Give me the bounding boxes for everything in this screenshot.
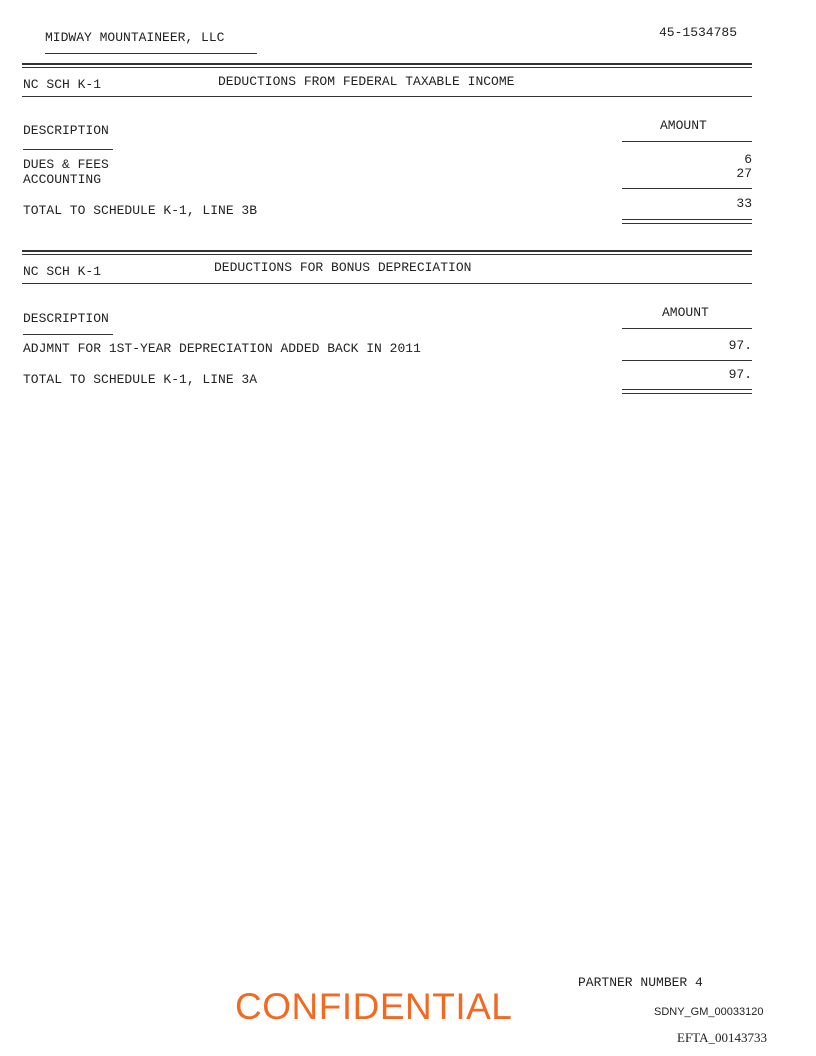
section2-desc-header: DESCRIPTION	[23, 311, 109, 326]
section1-amount-underline	[622, 141, 752, 142]
section1-total-label: TOTAL TO SCHEDULE K-1, LINE 3B	[23, 203, 258, 218]
section1-item-desc: DUES & FEES	[23, 157, 109, 172]
section2-desc-underline	[23, 334, 113, 335]
ein: 45-1534785	[659, 25, 738, 40]
efta-number: EFTA_00143733	[677, 1030, 767, 1045]
section1-amount-header: AMOUNT	[660, 118, 707, 133]
company-name: MIDWAY MOUNTAINEER, LLC	[45, 30, 225, 45]
section2-item-amount: 97.	[728, 338, 752, 353]
section1-subtotal-rule	[622, 188, 752, 189]
section2-total-amount: 97.	[728, 367, 752, 382]
section2-amount-underline	[622, 328, 752, 329]
section2-rule-top-b	[22, 254, 752, 255]
section2-amount-header: AMOUNT	[662, 305, 709, 320]
section1-rule-top-b	[22, 67, 752, 68]
company-underline	[45, 53, 257, 54]
section1-total-rule-a	[622, 219, 752, 220]
section1-item-desc: ACCOUNTING	[23, 172, 102, 187]
section1-total-rule-b	[622, 223, 752, 224]
section1-total-amount: 33	[736, 196, 752, 211]
section2-title: DEDUCTIONS FOR BONUS DEPRECIATION	[214, 260, 472, 275]
section1-desc-underline	[23, 149, 113, 150]
section2-total-rule-b	[622, 393, 752, 394]
section2-item-desc: ADJMNT FOR 1ST-YEAR DEPRECIATION ADDED BACK IN 2011	[23, 341, 421, 356]
partner-number: PARTNER NUMBER 4	[578, 975, 703, 990]
section1-schedule: NC SCH K-1	[23, 77, 102, 92]
section2-rule-header	[22, 283, 752, 284]
section1-desc-header: DESCRIPTION	[23, 123, 109, 138]
section1-item-amount: 6	[744, 152, 752, 167]
section1-item-amount: 27	[736, 166, 752, 181]
section1-rule-header	[22, 96, 752, 97]
section1-title: DEDUCTIONS FROM FEDERAL TAXABLE INCOME	[218, 74, 515, 89]
section2-subtotal-rule	[622, 360, 752, 361]
section2-rule-top-a	[22, 250, 752, 252]
confidential-stamp: CONFIDENTIAL	[235, 986, 513, 1027]
section2-schedule: NC SCH K-1	[23, 264, 102, 279]
section1-rule-top-a	[22, 63, 752, 65]
section2-total-rule-a	[622, 389, 752, 390]
section2-total-label: TOTAL TO SCHEDULE K-1, LINE 3A	[23, 372, 258, 387]
bates-number: SDNY_GM_00033120	[654, 1006, 764, 1018]
